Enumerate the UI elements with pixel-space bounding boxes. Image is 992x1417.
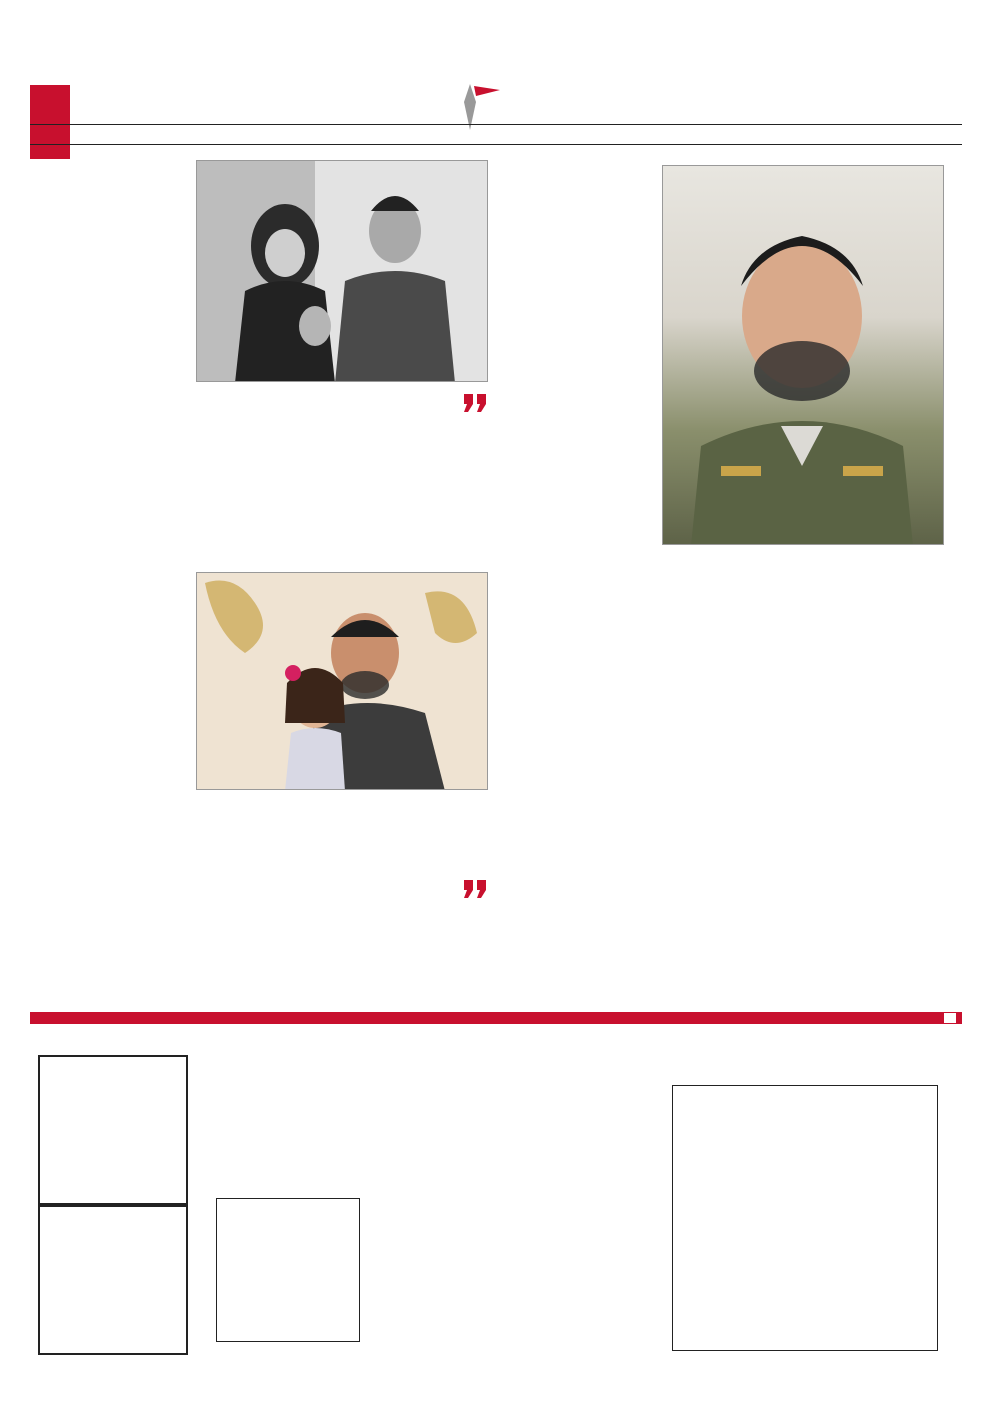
- quote-mark-icon-2: [462, 878, 488, 900]
- sudoku-grid[interactable]: [38, 1055, 188, 1205]
- text-column-2: [657, 828, 807, 1006]
- rubric-emblem-icon: [410, 80, 530, 136]
- crossword-grid[interactable]: [672, 1085, 938, 1351]
- family-figures-icon: [196, 161, 487, 382]
- main-portrait-photo: [662, 165, 944, 545]
- text-column-8: [34, 160, 184, 1005]
- answer-grid: [216, 1198, 360, 1342]
- clues-across: [378, 1090, 658, 1240]
- text-column-4: [196, 390, 341, 562]
- father-daughter-photo: [196, 572, 488, 790]
- crossword-column-numbers: [672, 1071, 938, 1081]
- pull-quote-1: [348, 418, 488, 568]
- family-photo: [196, 160, 488, 382]
- pull-quote-2: [346, 902, 488, 1002]
- crossword-row-numbers: [940, 1085, 952, 1351]
- text-column-1: [503, 160, 653, 1005]
- text-column-6: [196, 800, 341, 1005]
- text-column-5: [346, 800, 488, 865]
- masthead-rule: [30, 124, 962, 125]
- quote-mark-icon: [462, 392, 488, 414]
- sudoku-answer-grid: [38, 1205, 188, 1355]
- father-daughter-figures-icon: [196, 573, 487, 790]
- puzzle-band: [30, 1012, 962, 1024]
- newspaper-logo: [30, 85, 70, 159]
- text-column-3: [812, 828, 962, 1006]
- clues-down: [378, 1245, 658, 1375]
- puzzle-band-icon: [944, 1013, 956, 1023]
- masthead-rule-2: [30, 144, 962, 145]
- portrait-figure-icon: [662, 166, 943, 545]
